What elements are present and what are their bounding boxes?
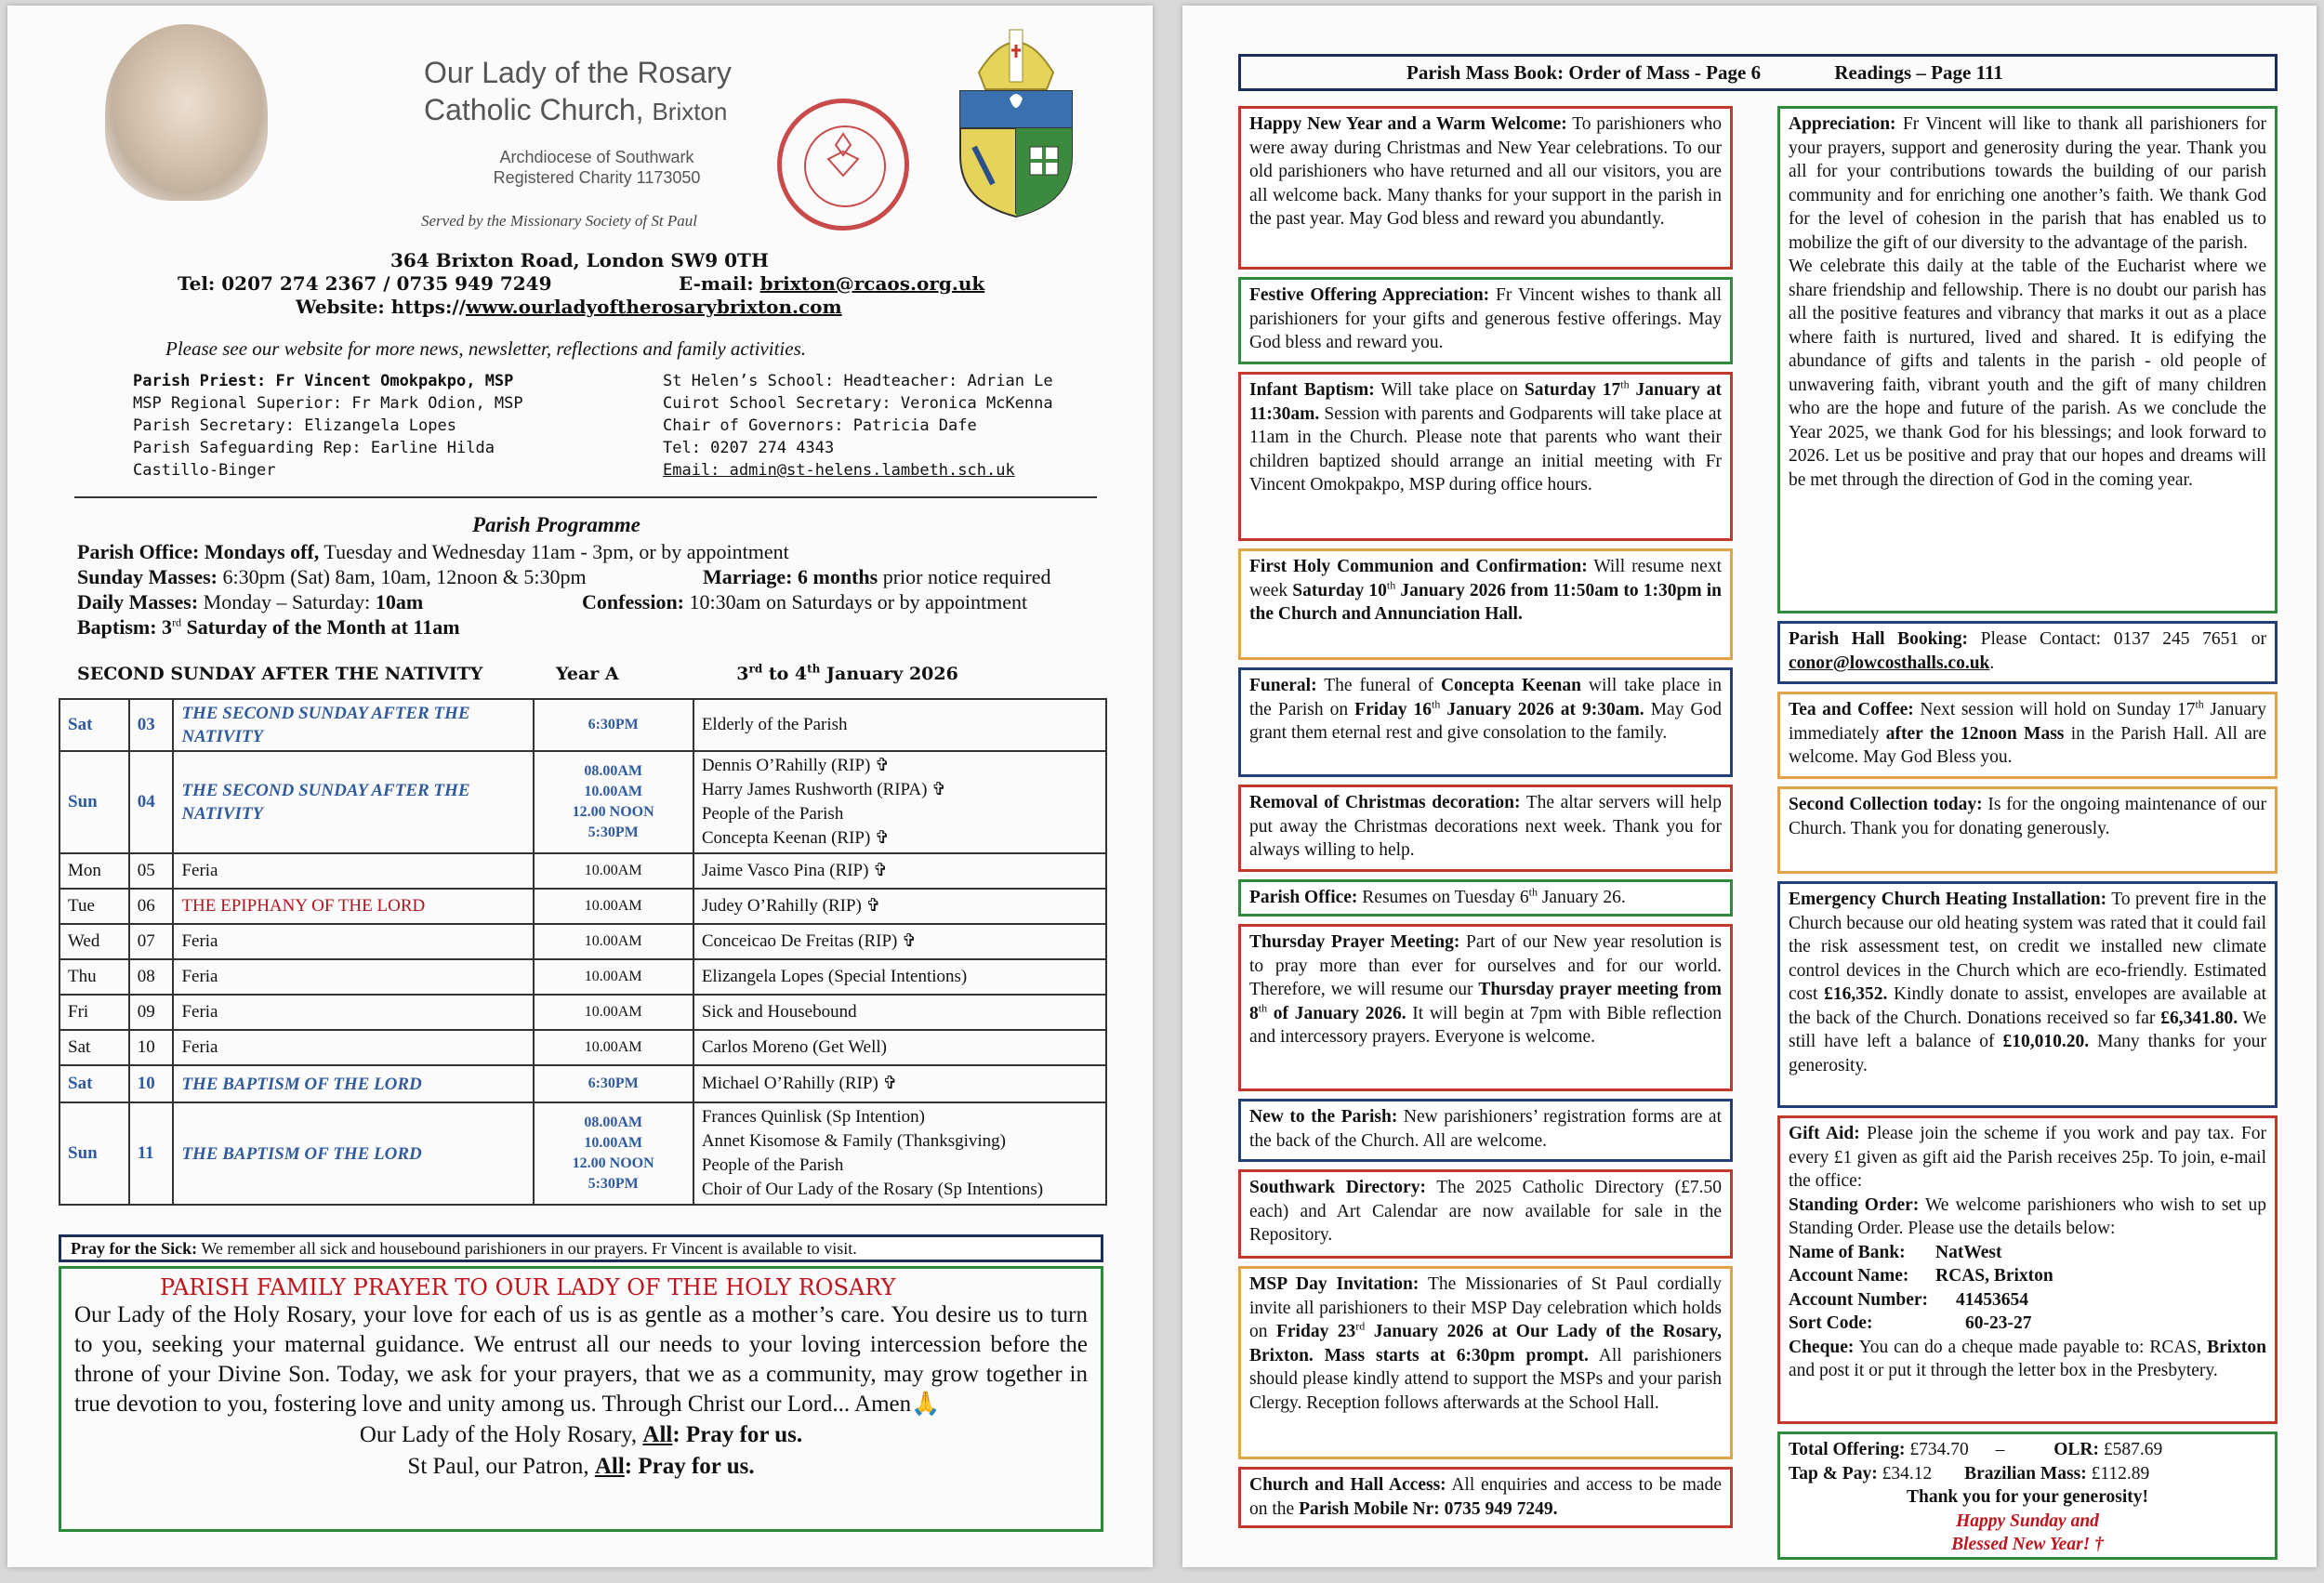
sick-text: We remember all sick and housebound parishioners in our prayers. Fr Vincent is available to visit. [201,1239,857,1258]
mass-intention: Harry James Rushworth (RIPA) ✞ [701,780,947,799]
church-name-line2: Catholic Church, [424,93,644,126]
mass-row [59,751,1106,853]
mass-times [534,699,693,751]
mass-feast: Feria [173,1030,533,1065]
tap-pay-row: Tap & Pay: £34.12 Brazilian Mass: £112.89 [1789,1463,2150,1484]
mass-time: 6:30PM [588,717,639,732]
archdiocese-coat-of-arms-icon [937,17,1095,221]
mass-intention: Elderly of the Parish [701,715,848,734]
parish-prayer-box [59,1266,1103,1532]
notice-thursday-prayer: Thursday Prayer Meeting: Part of our New year resolution is to pray more than ever for ourselves and for our world. Therefore, we will resume our Thursday prayer meeting from 8th of January 2026. It will begin at 7pm with Bible reflection and intercessory prayers. Everyone is welcome. [1238,924,1733,1091]
notice-parish-office: Parish Office: Resumes on Tuesday 6th January 26. [1238,879,1733,917]
mass-feast: Feria [173,995,533,1030]
mass-time: 10.00AM [584,1135,642,1151]
safeguarding-rep-surname: Castillo-Binger [133,461,276,480]
sunday-wish: Happy Sunday and [1956,1510,2099,1531]
programme-baptism: Baptism: 3rd Saturday of the Month at 11am [77,615,460,639]
mass-row [59,889,1106,924]
church-website-link[interactable]: www.ourladyoftherosarybrixton.com [465,296,842,318]
mass-date: 05 [129,853,174,889]
mass-book-readings-bar [1238,54,2278,91]
mass-intention: Judey O’Rahilly (RIP) ✞ [701,896,881,916]
mass-times [534,853,693,889]
mass-times [534,751,693,853]
total-offering-row: Total Offering: £734.70 – OLR: £587.69 [1789,1440,2163,1459]
mass-intentions [693,699,1106,751]
notice-appreciation: Appreciation: Fr Vincent will like to thank all parishioners for your prayers, support and generosity during the year. Thank you all for your contributions towards the building of our parish community and for enriching one another’s faith. We thank God for the level of cohesion in the parish that has enabled us to mobilize the gift of our diversity to the advantage of the parish. We celebrate this daily at the table of the Eucharist where we share friendship and fellowship. There is no doubt our parish has all the positive features and vibrancy that marks it out as a place where faith is nurtured, lived and shared. It is edifying the abundance of gifts and talents in the parish - old people of unwavering faith, vibrant youth and the gift of many children who are the hope and future of the parish. As we conclude the Year 2025, we thank God for his blessings; and look forward to 2026. Let us be positive and pray that our hopes and dreams will be met through the direction of God in the coming year. [1777,106,2278,613]
notice-msp-day: MSP Day Invitation: The Missionaries of St Paul cordially invite all parishioners to their MSP Day celebration which holds on Friday 23rd January 2026 at Our Lady of the Rosary, Brixton. Mass starts at 6:30pm prompt. All parishioners should please kindly attend to support the MSPs and your parish Clergy. Reception follows afterwards at the School Hall. [1238,1266,1733,1459]
charity-number: Registered Charity 1173050 [493,168,701,187]
mass-time: 10.00AM [584,898,642,914]
mass-date: 03 [129,699,174,751]
mass-day: Tue [59,889,129,924]
hall-booking-email-link[interactable]: conor@lowcosthalls.co.uk [1789,653,1990,673]
mass-times [534,1065,693,1102]
right-page [1182,6,2317,1567]
served-by: Served by the Missionary Society of St Paul [421,212,697,230]
prayer-response-1: Our Lady of the Holy Rosary, All: Pray for us. [359,1422,803,1447]
mass-date: 11 [129,1102,174,1205]
mass-intentions [693,924,1106,959]
sort-code-row: Sort Code: 60-23-27 [1789,1313,2032,1333]
church-name-line1: Our Lady of the Rosary [424,56,732,89]
mass-day: Sun [59,1102,129,1205]
mass-day: Thu [59,959,129,995]
mass-intentions [693,1030,1106,1065]
programme-sunday-masses: Sunday Masses: 6:30pm (Sat) 8am, 10am, 12noon & 5:30pm [77,565,587,588]
email-label: E-mail: [679,272,754,295]
mass-feast: Feria [173,959,533,995]
notice-christmas-decoration: Removal of Christmas decoration: The altar servers will help put away the Christmas decorations next week. Thank you for always willing to help. [1238,785,1733,872]
notice-infant-baptism: Infant Baptism: Will take place on Saturday 17th January at 11:30am. Session with parents and Godparents will take place at 11am in the Church. Please note that parents who want their children baptized should arrange an initial meeting with Fr Vincent Omokpakpo, MSP during office hours. [1238,372,1733,541]
msp-seal-icon [777,99,909,231]
mass-feast: THE EPIPHANY OF THE LORD [173,889,533,924]
mass-intention: Conceicao De Freitas (RIP) ✞ [701,931,918,951]
mass-intention: Concepta Keenan (RIP) ✞ [701,828,890,848]
mass-date: 06 [129,889,174,924]
mass-time: 10.00AM [584,969,642,984]
mass-times [534,1102,693,1205]
mass-feast: Feria [173,924,533,959]
prayer-response-2: St Paul, our Patron, All: Pray for us. [407,1454,755,1479]
notice-first-communion: First Holy Communion and Confirmation: Will resume next week Saturday 10th January 2026 from 11:50am to 1:30pm in the Church and Annunciation Hall. [1238,548,1733,660]
offering-thanks: Thank you for your generosity! [1906,1487,2149,1507]
prayer-text: Our Lady of the Holy Rosary, your love for each of us is as gentle as a mother’s care. You desire us to turn to you, seeking your maternal guidance. We entrust all our needs to your loving intercession before the throne of your Divine Son. Today, we ask for your prayers, that we as a community, may grow together in true devotion to you, fostering love and unity among us. Through Christ our Lord... Amen🙏 [74,1302,1088,1417]
mass-date: 07 [129,924,174,959]
mass-intentions [693,1065,1106,1102]
notice-tea-coffee: Tea and Coffee: Next session will hold on Sunday 17th January immediately after the 12noon Mass in the Parish Hall. All are welcome. May God Bless you. [1777,692,2278,779]
liturgical-year: Year A [555,664,619,684]
bank-name-row: Name of Bank: NatWest [1789,1242,2002,1262]
mass-feast: THE SECOND SUNDAY AFTER THE NATIVITY [173,751,533,853]
notice-festive-offering: Festive Offering Appreciation: Fr Vincent wishes to thank all parishioners for your gifts and generous festive offerings. May God bless and reward you. [1238,277,1733,364]
church-telephone: Tel: 0207 274 2367 / 0735 949 7249 [178,272,552,295]
church-address: 364 Brixton Road, London SW9 0TH [390,249,769,271]
programme-title: Parish Programme [472,513,640,536]
appreciation-paragraph-2: We celebrate this daily at the table of the Eucharist where we share friendship and fellowship. There is no doubt our parish has all the positive features and vibrancy that marks it out as a place where faith is nurtured, lived and shared. It is edifying the abundance of gifts and talents in the parish - old people of unwavering faith, vibrant youth and the gift of many children who are the hope and future of the parish. As we conclude the Year 2025, we thank God for his blessings; and look forward to 2026. Let us be positive and pray that our hopes and dreams will be met through the direction of God in the coming year. [1789,257,2266,490]
church-name-location: Brixton [652,98,728,125]
mass-intention: Jaime Vasco Pina (RIP) ✞ [701,861,889,880]
notice-hall-booking: Parish Hall Booking: Please Contact: 0137 245 7651 or conor@lowcosthalls.co.uk. [1777,621,2278,684]
programme-confession: Confession: 10:30am on Saturdays or by appointment [582,590,1028,613]
our-lady-portrait-image [105,24,268,201]
staff-list-left [133,370,635,481]
mass-intention: Choir of Our Lady of the Rosary (Sp Intentions) [701,1180,1044,1199]
mass-time: 5:30PM [588,1176,639,1192]
mass-intention: Frances Quinlisk (Sp Intention) [701,1107,925,1127]
mass-times [534,959,693,995]
mass-intention: Dennis O’Rahilly (RIP) ✞ [701,756,891,775]
mass-intentions [693,1102,1106,1205]
school-headteacher: St Helen’s School: Headteacher: Adrian Le [663,372,1053,390]
notice-new-year-welcome: Happy New Year and a Warm Welcome: To parishioners who were away during Christmas and New Year celebrations. To our old parishioners who have returned and all our visitors, you are all welcome back. Many thanks for your support in the parish in the past year. May God bless and reward you abundantly. [1238,106,1733,270]
website-note: Please see our website for more news, newsletter, reflections and family activities. [165,337,806,360]
mass-day: Wed [59,924,129,959]
school-telephone: Tel: 0207 274 4343 [663,439,835,457]
programme-daily-masses: Daily Masses: Monday – Saturday: 10am [77,590,424,613]
week-dates: 3rd to 4th January 2026 [736,662,958,684]
offering-summary-box [1777,1431,2278,1560]
mass-date: 09 [129,995,174,1030]
mass-feast: THE SECOND SUNDAY AFTER THE NATIVITY [173,699,533,751]
mass-intentions [693,751,1106,853]
mass-intention: Carlos Moreno (Get Well) [701,1037,887,1057]
mass-book-page: Parish Mass Book: Order of Mass - Page 6 [1406,61,1762,84]
header-divider [74,496,1097,498]
school-email-link[interactable]: Email: admin@st-helens.lambeth.sch.uk [663,461,1015,480]
mass-date: 10 [129,1030,174,1065]
mass-times [534,1030,693,1065]
mass-row [59,924,1106,959]
mass-day: Sat [59,1030,129,1065]
notice-second-collection: Second Collection today: Is for the ongoing maintenance of our Church. Thank you for donating generously. [1777,786,2278,874]
mass-day: Fri [59,995,129,1030]
mass-time: 08.00AM [584,1115,642,1130]
mass-row [59,699,1106,751]
sick-label: Pray for the Sick: [71,1239,198,1258]
mass-date: 08 [129,959,174,995]
mass-date: 10 [129,1065,174,1102]
mass-day: Sat [59,699,129,751]
mass-intention: Annet Kisomose & Family (Thanksgiving) [701,1131,1007,1151]
mass-intentions [693,959,1106,995]
mass-time: 10.00AM [584,1004,642,1020]
archdiocese-block [467,147,727,188]
readings-page: Readings – Page 111 [1834,61,2003,84]
mass-intention: Elizangela Lopes (Special Intentions) [701,967,968,986]
pray-for-sick-bar [59,1234,1103,1262]
prayer-title: PARISH FAMILY PRAYER TO OUR LADY OF THE HOLY ROSARY [160,1274,896,1300]
programme-marriage: Marriage: 6 months prior notice required [703,565,1051,588]
programme-office: Parish Office: Mondays off, Tuesday and Wednesday 11am - 3pm, or by appointment [77,540,789,563]
safeguarding-rep: Parish Safeguarding Rep: Earline Hilda [133,439,495,457]
notice-gift-aid: Gift Aid: Please join the scheme if you work and pay tax. For every £1 given as gift aid the Parish receives 25p. To join, e-mail the office: Standing Order: We welcome parishioners who wish to set up Standing Order. Please use the details below: Name of Bank: NatWest Account Name: RCAS, Brixton Account Number: 41453654 Sort Code: 60-23-27 Cheque: You can do a cheque made payable to: RCAS, Brixton and post it or put it through the letter box in the Presbytery. [1777,1115,2278,1424]
mass-time: 10.00AM [584,933,642,949]
notice-funeral: Funeral: The funeral of Concepta Keenan will take place in the Parish on Friday 16th January 2026 at 9:30am. May God grant them eternal rest and give consolation to the family. [1238,667,1733,777]
mass-row [59,1030,1106,1065]
mass-intention: People of the Parish [701,804,844,824]
notice-southwark-directory: Southwark Directory: The 2025 Catholic Directory (£7.50 each) and Art Calendar are now available for sale in the Repository. [1238,1169,1733,1259]
msp-regional-superior: MSP Regional Superior: Fr Mark Odion, MSP [133,394,523,413]
mass-time: 12.00 NOON [572,1155,654,1171]
church-name [424,54,796,130]
parish-secretary: Parish Secretary: Elizangela Lopes [133,416,456,435]
mass-row [59,959,1106,995]
week-heading [77,664,958,684]
notice-church-hall-access: Church and Hall Access: All enquiries and access to be made on the Parish Mobile Nr: 0735 949 7249. [1238,1467,1733,1528]
mass-row [59,1065,1106,1102]
mass-times [534,924,693,959]
mass-time: 08.00AM [584,763,642,779]
mass-time: 5:30PM [588,824,639,840]
new-year-wish: Blessed New Year! † [1951,1535,2104,1554]
website-label: Website: https:// [296,296,466,318]
church-email-link[interactable]: brixton@rcaos.org.uk [759,272,985,295]
mass-day: Sat [59,1065,129,1102]
mass-time: 10.00AM [584,784,642,799]
mass-day: Sun [59,751,129,853]
notice-heating-installation: Emergency Church Heating Installation: To prevent fire in the Church because our old heating system was rated that it could fail the risk assessment test, on credit we installed new climate control devices in the Church which are eco-friendly. Estimated cost £16,352. Kindly donate to assist, envelopes are available at the back of the Church. Donations received so far £6,341.80. We still have left a balance of £10,010.20. Many thanks for your generosity. [1777,881,2278,1108]
mass-intention: Sick and Housebound [701,1002,857,1022]
mass-feast: Feria [173,853,533,889]
mass-schedule-table [59,698,1107,1206]
notice-new-parishioners: New to the Parish: New parishioners’ registration forms are at the back of the Church. All are welcome. [1238,1099,1733,1162]
mass-intentions [693,889,1106,924]
mass-time: 6:30PM [588,1075,639,1091]
mass-intentions [693,853,1106,889]
left-page [7,6,1153,1567]
mass-row [59,1102,1106,1205]
mass-time: 10.00AM [584,1039,642,1055]
mass-feast: THE BAPTISM OF THE LORD [173,1065,533,1102]
parish-priest: Parish Priest: Fr Vincent Omokpakpo, MSP [133,372,514,390]
mass-time: 10.00AM [584,863,642,878]
chair-of-governors: Chair of Governors: Patricia Dafe [663,416,977,435]
week-title: SECOND SUNDAY AFTER THE NATIVITY [77,664,483,684]
mass-time: 12.00 NOON [572,804,654,820]
school-secretary: Cuirot School Secretary: Veronica McKenna [663,394,1053,413]
mass-intention: Michael O’Rahilly (RIP) ✞ [701,1074,898,1093]
mass-row [59,853,1106,889]
account-number-row: Account Number: 41453654 [1789,1289,2028,1310]
mass-feast: THE BAPTISM OF THE LORD [173,1102,533,1205]
mass-row [59,995,1106,1030]
mass-intention: People of the Parish [701,1155,844,1175]
mass-date: 04 [129,751,174,853]
staff-list-right [663,370,1109,481]
mass-times [534,889,693,924]
mass-day: Mon [59,853,129,889]
mass-intentions [693,995,1106,1030]
mass-times [534,995,693,1030]
account-name-row: Account Name: RCAS, Brixton [1789,1266,2053,1286]
archdiocese: Archdiocese of Southwark [499,148,694,166]
